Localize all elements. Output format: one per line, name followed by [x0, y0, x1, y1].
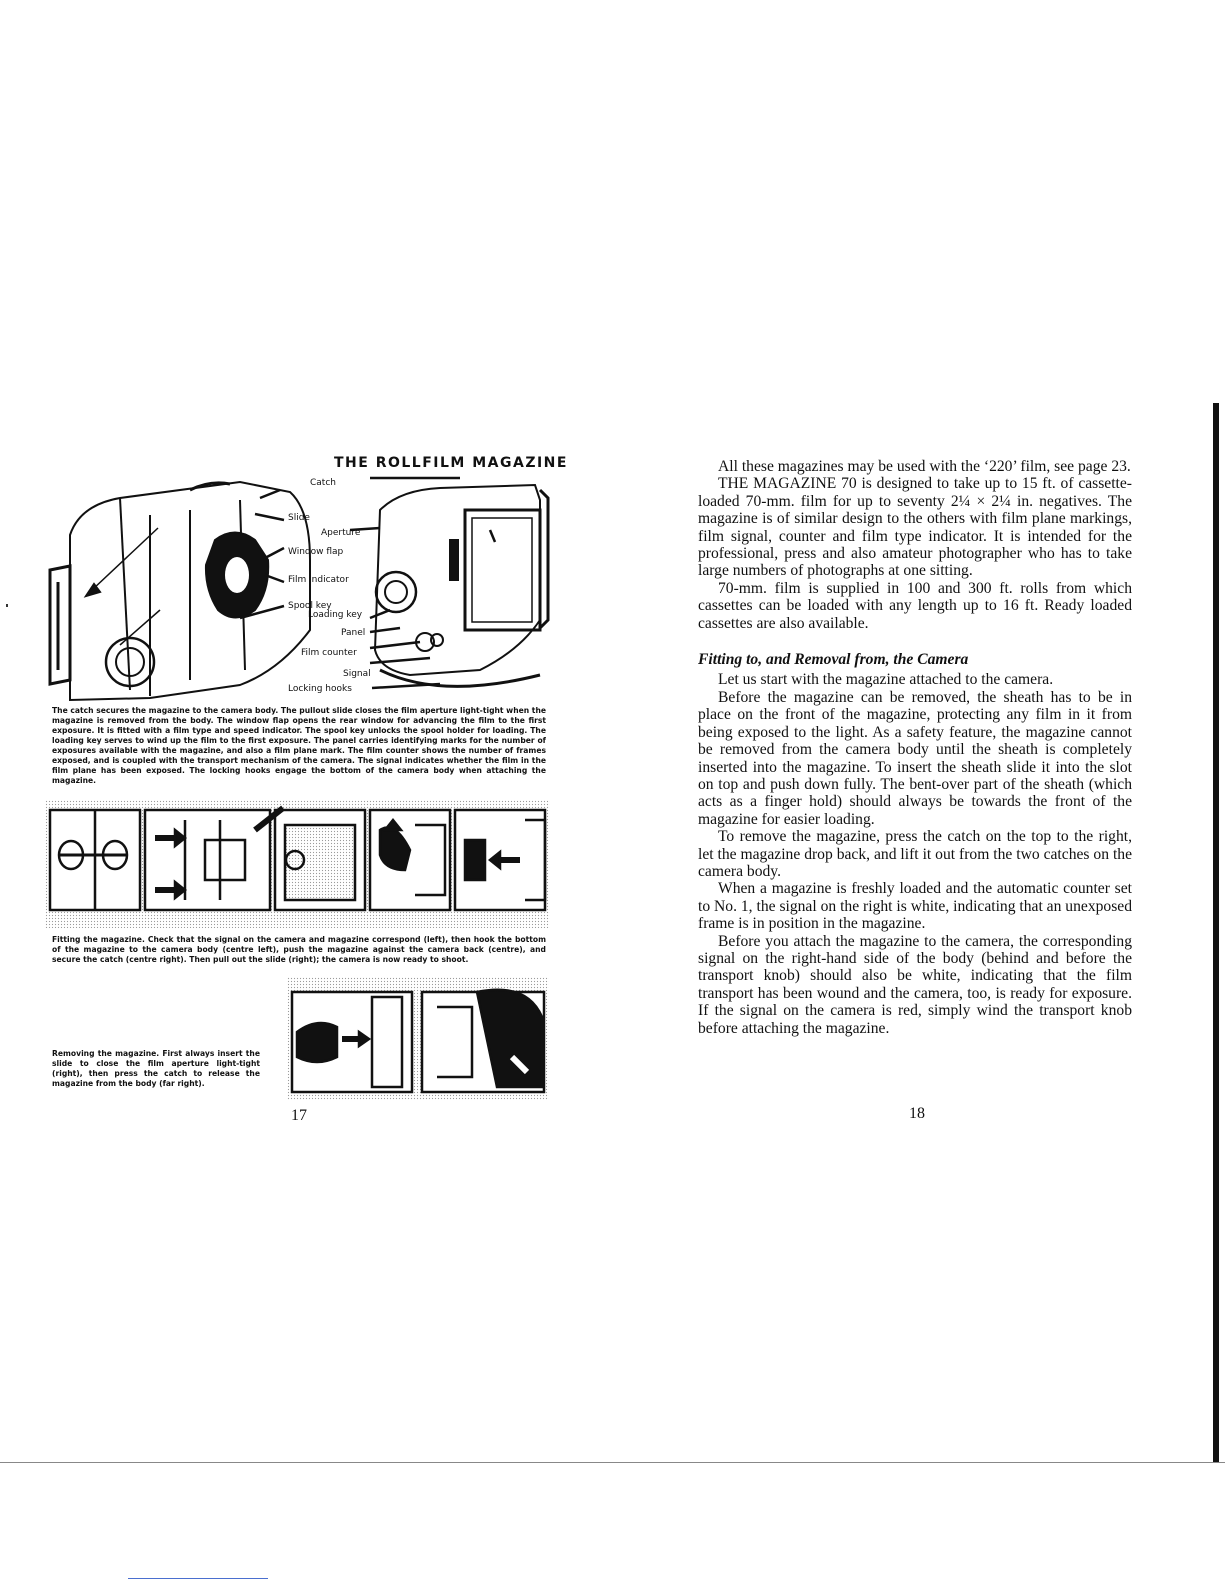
- callout-film-indicator: Film indicator: [288, 575, 349, 585]
- callout-panel: Panel: [341, 628, 366, 638]
- paragraph-220-film: All these magazines may be used with the ‘220’ film, see page 23.: [718, 458, 1131, 475]
- paragraph-magazine-70: THE MAGAZINE 70 is designed to take up to 15 ft. of cassette-loaded 70-mm. film for up to seventy 2¼ × 2¼ in. negatives. The magazine is of similar design to the others with film plane markings, film signal, counter and film type indicator. It is intended for the professional, press and also amateur photographer who has to take large numbers of photographs at one sitting.: [698, 475, 1132, 580]
- caption-removing-magazine: Removing the magazine. First always insert the slide to close the film aperture light-tight (right), then press the catch to release the magazine from the body (far right).: [52, 1049, 260, 1088]
- paragraph-attach: Before you attach the magazine to the camera, the corresponding signal on the right-hand side of the body (behind and before the transport knob) should also be white, indicating that the film transport has been wound and the camera, too, is ready for exposure. If the signal on the camera is red, simply wind the transport knob before attaching the magazine.: [698, 932, 1132, 1037]
- margin-mark: [6, 604, 8, 607]
- callout-spool-key: Spool key: [288, 601, 332, 611]
- paragraph-signal-white: When a magazine is freshly loaded and the automatic counter set to No. 1, the signal on the right is white, indicating that an unexposed frame is in position in the magazine.: [698, 880, 1132, 933]
- paragraph-70mm-film: 70-mm. film is supplied in 100 and 300 ft. rolls from which cassettes can be loaded with any length up to 16 ft. Ready loaded cassettes are also available.: [698, 579, 1132, 632]
- fitting-sequence-illustration: [45, 800, 550, 928]
- callout-slide: Slide: [288, 513, 310, 523]
- page-number-left: 17: [291, 1107, 307, 1124]
- bottom-link-underline: [128, 1578, 268, 1579]
- removing-magazine-illustration: [287, 977, 549, 1100]
- section-heading: Fitting to, and Removal from, the Camera: [698, 651, 969, 669]
- callout-film-counter: Film counter: [301, 648, 357, 658]
- page-edge-bar: [1213, 403, 1219, 1463]
- paragraph-start: Let us start with the magazine attached to the camera.: [718, 671, 1054, 689]
- magazine-illustration: [40, 470, 560, 705]
- page-number-right: 18: [909, 1105, 925, 1122]
- bottom-rule: [0, 1462, 1225, 1463]
- right-page-body: [698, 458, 1132, 1037]
- callout-aperture: Aperture: [321, 528, 361, 538]
- callout-locking-hooks: Locking hooks: [288, 684, 352, 694]
- callout-signal: Signal: [343, 669, 371, 679]
- caption-magazine-parts: The catch secures the magazine to the camera body. The pullout slide closes the film aperture light-tight when the magazine is removed from the body. The window flap opens the rear window for advancing the film to the first exposure. It is fitted with a film type and speed indicator. The spool key unlocks the spool holder for loading. The loading key serves to wind up the film to the first exposure. The panel carries identifying marks for the number of exposures available with the magazine, and also a film plane mark. The film counter shows the number of frames exposed, and is coupled with the transport mechanism of the camera. The signal indicates whether the film in the film plane has been exposed. The locking hooks engage the bottom of the camera body when attaching the magazine.: [52, 706, 546, 785]
- caption-fitting-magazine: Fitting the magazine. Check that the signal on the camera and magazine correspond (left), then hook the bottom of the magazine to the camera body (centre left), push the magazine against the camera back (centre), and secure the catch (centre right). Then pull out the slide (right); the camera is now ready to shoot.: [52, 935, 546, 964]
- callout-window-flap: Window flap: [288, 547, 344, 557]
- page-title: THE ROLLFILM MAGAZINE: [334, 455, 568, 471]
- callout-catch: Catch: [310, 478, 336, 488]
- paragraph-remove: To remove the magazine, press the catch on the top to the right, let the magazine drop back, and lift it out from the two catches on the camera body.: [698, 828, 1132, 880]
- callout-loading-key: Loading key: [308, 610, 363, 620]
- paragraph-sheath: Before the magazine can be removed, the sheath has to be in place on the front of the magazine, protecting any film in it from being exposed to the light. As a safety feature, the magazine cannot be removed from the camera body until the sheath is completely inserted into the magazine. To insert the sheath slide it into the slot on top and push down fully. The bent-over part of the sheath (which acts as a finger hold) should always be towards the front of the magazine for easier loading.: [698, 688, 1132, 828]
